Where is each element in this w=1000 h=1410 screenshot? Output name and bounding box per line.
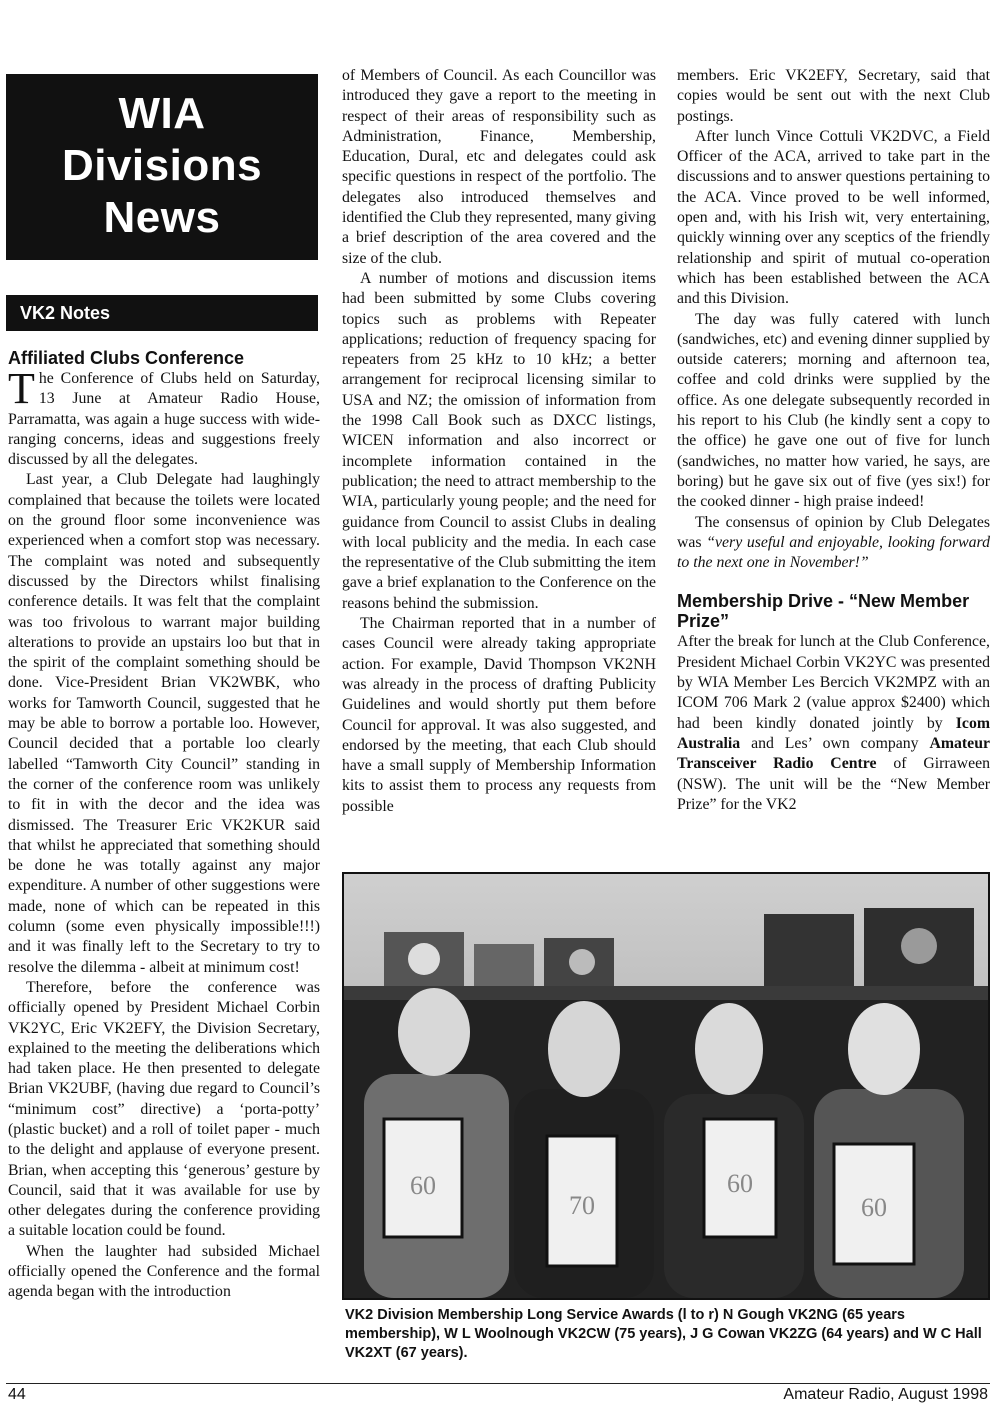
paragraph: The consensus of opinion by Club Delegates was “very useful and enjoyable, looking forward to the next one in November!” [677,513,990,572]
paragraph: A number of motions and discussion items had been submitted by some Clubs covering topics such as problems with Repeater applications; reduction of frequency spacing for repeaters from 25 kHz to 10 kHz; a better arrangement for reciprocal licensing similar to USA and NZ; the omission of information from the 1998 Call Book such as DXCC listings, WICEN information and also incorrect or incomplete information contained in the publication; the need to attract membership to the WIA, particularly young people; and the need for guidance from Council to assist Clubs in dealing with local publicity and the media. In each case the representative of the Club submitting the item gave a brief explanation to the Conference on the reasons behind the submission. [342,269,656,612]
banner-line-3: News [103,193,221,242]
drop-cap: T [8,364,35,413]
paragraph: of Members of Council. As each Councillor was introduced they gave a report to the meeting in respect of their areas of responsibility such as Administration, Finance, Membership, Education, Dural, etc and delegates could ask specific questions in respect of the portfolio. The delegates also introduced themselves and identified the Club they represented, many giving a brief description of the area covered and the size of the club. [342,67,656,267]
paragraph: The Chairman reported that in a number of cases Council were already taking appropriate action. For example, David Thompson VK2NH was already in the process of drafting Publicity Guidelines and would shortly put them before Council for approval. It was also suggested, and endorsed by the meeting, that each Club should have a small supply of Membership Information kits to assist them to process any requests from possible [342,615,656,815]
banner-line-2: Divisions [61,141,263,190]
page-number: 44 [8,1386,26,1403]
column-2 [342,66,656,817]
paragraph: The day was fully catered with lunch (sandwiches, etc) and evening dinner supplied by outside caterers; morning and afternoon tea, coffee and cold drinks were supplied by the office. As one delegate subsequently recorded in his report to his Club (he kindly sent a copy to the office) he gave one out of five for lunch (sandwiches, no matter how varied, he says, are boring) but he gave six out of five (yes six!) for the cooked dinner - high praise indeed! [677,310,990,511]
paragraph: After lunch Vince Cottuli VK2DVC, a Field Officer of the ACA, arrived to take part in the discussions and to answer questions pertaining to the ACA. Vince proved to be well informed, open and, with his Irish wit, very entertaining, quickly winning over any sceptics of the friendly relationship and spirit of mutual co-operation which has been established between the ACA and this Division. [677,127,990,308]
article-heading: Membership Drive - “New Member Prize” [677,591,970,632]
section-banner [6,74,318,260]
paragraph: When the laughter had subsided Michael officially opened the Conference and the formal agenda began with the introduction [8,1242,320,1301]
certificate-number: 60 [861,1193,887,1222]
column-3 [677,66,990,815]
photo-illustration [344,874,988,1298]
photo-caption: VK2 Division Membership Long Service Awards (l to r) N Gough VK2NG (65 years membership), W L Woolnough VK2CW (75 years), J G Cowan VK2ZG (64 years) and W C Hall VK2XT (67 years). [345,1307,982,1361]
paragraph: Last year, a Club Delegate had laughingly complained that because the toilets were located on the ground floor some inconvenience was experienced when a comfort stop was necessary. The complaint was noted and subsequently discussed by the Directors whilst finalising conference details. It was felt that the complaint was too frivolous to warrant major building alterations to provide an upstairs loo but that in the spirit of the complaint something should be done. Vice-President Brian VK2WBK, who works for Tamworth Council, suggested that he may be able to borrow a portable loo. However, Council decided that a portable loo clearly labelled “Tamworth City Council” standing in the corner of the conference room was unlikely to fit in with the decor and the idea was dismissed. The Treasurer Eric VK2KUR said that whilst he appreciated that something should be done he was totally against any major expenditure. A number of other suggestions were made, none of which can be repeated in this column (some even physically impossible!!!) and it was finally left to the Secretary to try to resolve the dilemma - albeit at minimum cost! [8,471,320,976]
footer-divider [6,1383,990,1384]
paragraph: Therefore, before the conference was officially opened by President Michael Corbin VK2YC, Eric VK2EFY, the Division Secretary, explained to the meeting the deliberations which had taken place. He then presented to delegate Brian VK2UBF, (having due regard to Council’s “minimum cost” directive) a ‘porta-potty’ (plastic bucket) and a roll of toilet paper - much to the delight and applause of everyone present. Brian, when accepting this ‘generous’ gesture by Council, said that it was available for use by other delegates during the conference providing a suitable location could be found. [8,978,320,1240]
column-1 [8,348,320,1303]
certificate-number: 60 [410,1171,436,1200]
award-photo [342,872,990,1300]
paragraph: members. Eric VK2EFY, Secretary, said that copies would be sent out with the next Club postings. [677,67,990,125]
publication-info: Amateur Radio, August 1998 [783,1386,988,1403]
certificate-number: 70 [569,1191,595,1220]
article-heading: Affiliated Clubs Conference [8,348,245,368]
certificate-number: 60 [727,1169,753,1198]
subsection-bar: VK2 Notes [6,295,318,331]
paragraph: After the break for lunch at the Club Conference, President Michael Corbin VK2YC was presented by WIA Member Les Bercich VK2MPZ with an ICOM 706 Mark 2 (value approx $2400) which had been kindly donated jointly by Icom Australia and Les’ own company Amateur Transceiver Radio Centre of Girraween (NSW). The unit will be the “New Member Prize” for the VK2 [677,633,990,813]
paragraph: The Conference of Clubs held on Saturday, 13 June at Amateur Radio House, Parramatta, was again a huge success with wide-ranging concerns, ideas and suggestions freely discussed by all the delegates. [8,364,320,469]
banner-line-1: WIA [118,89,206,138]
